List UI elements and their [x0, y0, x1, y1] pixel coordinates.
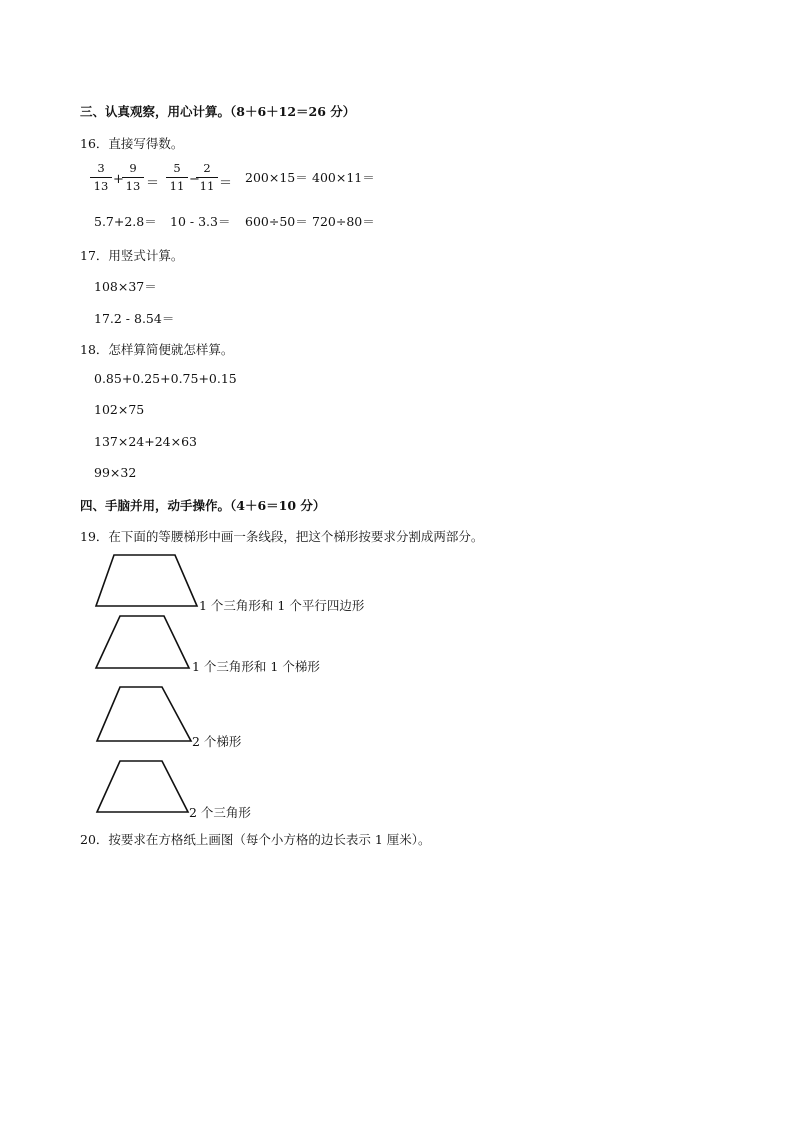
- question-18-title: 18．怎样算简便就怎样算。: [80, 342, 234, 357]
- fraction-2-11: [196, 162, 218, 193]
- simplify-calc-item: 99×32: [94, 465, 137, 480]
- equals-sign: ＝: [146, 176, 160, 191]
- question-16-title: 16．直接写得数。: [80, 136, 184, 151]
- fraction-bar: [196, 177, 218, 178]
- simplify-calc-item: 102×75: [94, 402, 145, 417]
- trapezoid-division-label: 2 个梯形: [192, 734, 242, 749]
- fraction-5-11: [166, 162, 188, 193]
- isosceles-trapezoid: [92, 683, 202, 748]
- plus-sign: +: [113, 172, 124, 187]
- fraction-denominator: 13: [125, 179, 141, 193]
- section-4-heading: 四、手脑并用，动手操作。（4＋6＝10 分）: [80, 498, 326, 513]
- calc-200x15: 200×15＝: [245, 170, 308, 185]
- minus-sign: −: [189, 172, 200, 187]
- trapezoid-division-label: 1 个三角形和 1 个梯形: [192, 659, 320, 674]
- vertical-calc-item: 17.2 - 8.54＝: [94, 311, 175, 326]
- trapezoid-division-label: 1 个三角形和 1 个平行四边形: [199, 598, 365, 613]
- fraction-bar: [122, 177, 144, 178]
- calc-10-minus-3-3: 10 - 3.3＝: [170, 214, 231, 229]
- equals-sign: ＝: [219, 176, 233, 191]
- trapezoid-division-label: 2 个三角形: [189, 805, 251, 820]
- isosceles-trapezoid: [92, 611, 202, 671]
- calc-400x11: 400×11＝: [312, 170, 375, 185]
- isosceles-trapezoid: [92, 550, 202, 610]
- fraction-3-13: [90, 162, 112, 193]
- fraction-denominator: 13: [93, 179, 109, 193]
- fraction-denominator: 11: [169, 179, 185, 193]
- question-17-title: 17．用竖式计算。: [80, 248, 184, 263]
- fraction-numerator: 5: [173, 161, 181, 175]
- calc-720-div-80: 720÷80＝: [312, 214, 375, 229]
- vertical-calc-item: 108×37＝: [94, 279, 157, 294]
- isosceles-trapezoid: [92, 757, 202, 817]
- fraction-numerator: 2: [203, 161, 211, 175]
- question-19-title: 19．在下面的等腰梯形中画一条线段，把这个梯形按要求分割成两部分。: [80, 529, 484, 544]
- section-3-heading: 三、认真观察，用心计算。（8＋6＋12＝26 分）: [80, 104, 356, 119]
- simplify-calc-item: 0.85+0.25+0.75+0.15: [94, 371, 237, 386]
- fraction-numerator: 9: [129, 161, 137, 175]
- calc-5-7-plus-2-8: 5.7+2.8＝: [94, 214, 157, 229]
- question-20-title: 20．按要求在方格纸上画图（每个小方格的边长表示 1 厘米）。: [80, 832, 431, 847]
- fraction-bar: [90, 177, 112, 178]
- simplify-calc-item: 137×24+24×63: [94, 434, 197, 449]
- fraction-9-13: [122, 162, 144, 193]
- fraction-denominator: 11: [199, 179, 215, 193]
- fraction-numerator: 3: [97, 161, 105, 175]
- calc-600-div-50: 600÷50＝: [245, 214, 308, 229]
- fraction-bar: [166, 177, 188, 178]
